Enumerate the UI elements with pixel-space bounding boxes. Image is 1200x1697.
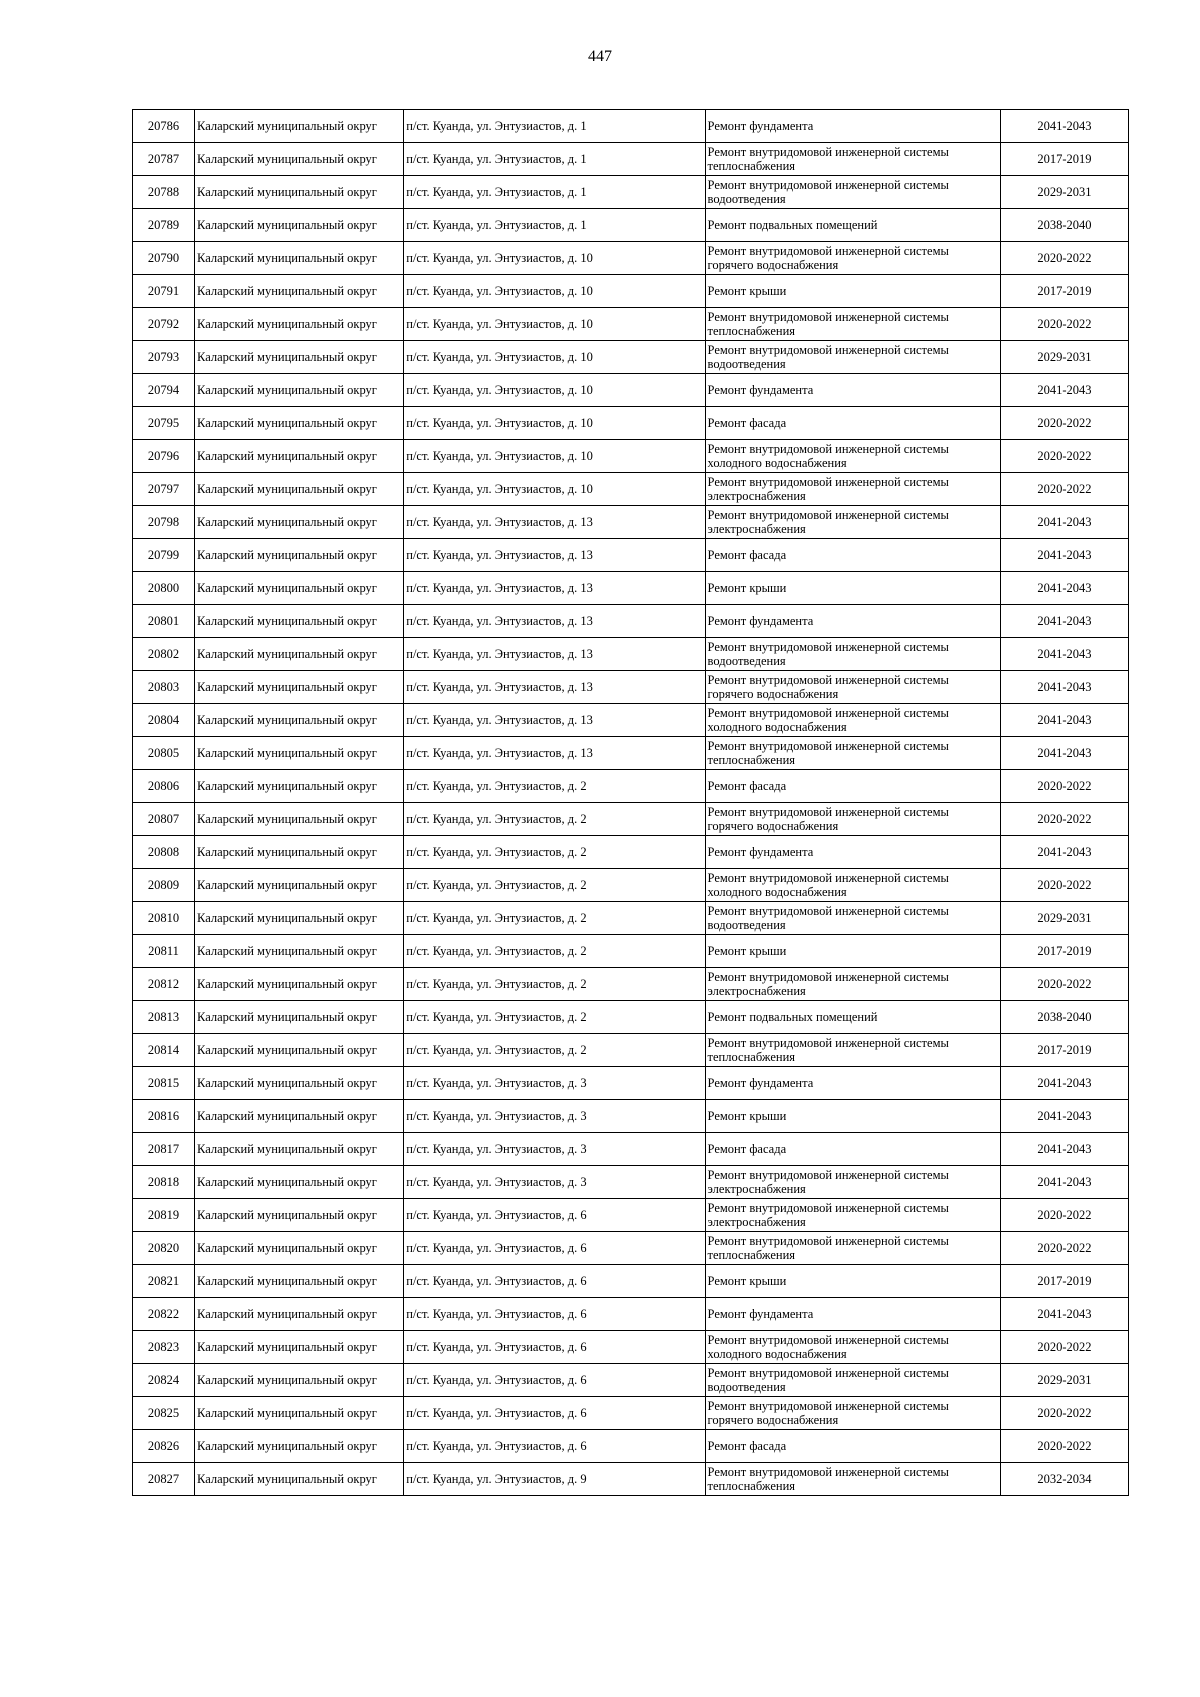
row-number-cell: 20790 [133,242,195,275]
table-row [133,902,1129,935]
municipality-cell: Каларский муниципальный округ [195,1331,404,1364]
work-type-cell: Ремонт внутридомовой инженерной системы водоотведения [705,341,1000,374]
row-number-cell: 20795 [133,407,195,440]
work-type-cell: Ремонт фундамента [705,110,1000,143]
row-number-cell: 20818 [133,1166,195,1199]
period-cell: 2041-2043 [1000,704,1128,737]
work-type-cell: Ремонт подвальных помещений [705,209,1000,242]
period-cell: 2041-2043 [1000,836,1128,869]
address-cell: п/ст. Куанда, ул. Энтузиастов, д. 13 [404,671,705,704]
table-row [133,1199,1129,1232]
municipality-cell: Каларский муниципальный округ [195,1034,404,1067]
row-number-cell: 20786 [133,110,195,143]
table-row [133,407,1129,440]
address-cell: п/ст. Куанда, ул. Энтузиастов, д. 3 [404,1100,705,1133]
municipality-cell: Каларский муниципальный округ [195,737,404,770]
work-type-cell: Ремонт внутридомовой инженерной системы электроснабжения [705,1199,1000,1232]
period-cell: 2041-2043 [1000,605,1128,638]
municipality-cell: Каларский муниципальный округ [195,1166,404,1199]
row-number-cell: 20824 [133,1364,195,1397]
period-cell: 2041-2043 [1000,506,1128,539]
address-cell: п/ст. Куанда, ул. Энтузиастов, д. 6 [404,1199,705,1232]
municipality-cell: Каларский муниципальный округ [195,770,404,803]
period-cell: 2029-2031 [1000,176,1128,209]
address-cell: п/ст. Куанда, ул. Энтузиастов, д. 1 [404,110,705,143]
row-number-cell: 20822 [133,1298,195,1331]
municipality-cell: Каларский муниципальный округ [195,605,404,638]
work-type-cell: Ремонт внутридомовой инженерной системы водоотведения [705,902,1000,935]
municipality-cell: Каларский муниципальный округ [195,440,404,473]
address-cell: п/ст. Куанда, ул. Энтузиастов, д. 13 [404,638,705,671]
work-type-cell: Ремонт внутридомовой инженерной системы теплоснабжения [705,1232,1000,1265]
row-number-cell: 20810 [133,902,195,935]
period-cell: 2041-2043 [1000,638,1128,671]
table-row [133,1364,1129,1397]
period-cell: 2032-2034 [1000,1463,1128,1496]
work-type-cell: Ремонт внутридомовой инженерной системы горячего водоснабжения [705,803,1000,836]
municipality-cell: Каларский муниципальный округ [195,176,404,209]
address-cell: п/ст. Куанда, ул. Энтузиастов, д. 6 [404,1265,705,1298]
row-number-cell: 20805 [133,737,195,770]
table-row [133,1397,1129,1430]
row-number-cell: 20814 [133,1034,195,1067]
address-cell: п/ст. Куанда, ул. Энтузиастов, д. 10 [404,242,705,275]
address-cell: п/ст. Куанда, ул. Энтузиастов, д. 10 [404,407,705,440]
address-cell: п/ст. Куанда, ул. Энтузиастов, д. 2 [404,1034,705,1067]
address-cell: п/ст. Куанда, ул. Энтузиастов, д. 13 [404,704,705,737]
period-cell: 2038-2040 [1000,1001,1128,1034]
address-cell: п/ст. Куанда, ул. Энтузиастов, д. 6 [404,1430,705,1463]
municipality-cell: Каларский муниципальный округ [195,869,404,902]
period-cell: 2020-2022 [1000,1430,1128,1463]
table-row [133,803,1129,836]
municipality-cell: Каларский муниципальный округ [195,308,404,341]
row-number-cell: 20807 [133,803,195,836]
address-cell: п/ст. Куанда, ул. Энтузиастов, д. 2 [404,902,705,935]
address-cell: п/ст. Куанда, ул. Энтузиастов, д. 3 [404,1133,705,1166]
period-cell: 2041-2043 [1000,1067,1128,1100]
municipality-cell: Каларский муниципальный округ [195,638,404,671]
work-type-cell: Ремонт внутридомовой инженерной системы электроснабжения [705,968,1000,1001]
municipality-cell: Каларский муниципальный округ [195,242,404,275]
row-number-cell: 20788 [133,176,195,209]
address-cell: п/ст. Куанда, ул. Энтузиастов, д. 2 [404,770,705,803]
table-row [133,440,1129,473]
address-cell: п/ст. Куанда, ул. Энтузиастов, д. 10 [404,374,705,407]
period-cell: 2029-2031 [1000,341,1128,374]
period-cell: 2041-2043 [1000,1100,1128,1133]
work-type-cell: Ремонт подвальных помещений [705,1001,1000,1034]
municipality-cell: Каларский муниципальный округ [195,572,404,605]
period-cell: 2017-2019 [1000,1265,1128,1298]
address-cell: п/ст. Куанда, ул. Энтузиастов, д. 13 [404,572,705,605]
address-cell: п/ст. Куанда, ул. Энтузиастов, д. 2 [404,1001,705,1034]
municipality-cell: Каларский муниципальный округ [195,1001,404,1034]
row-number-cell: 20793 [133,341,195,374]
table-row [133,143,1129,176]
municipality-cell: Каларский муниципальный округ [195,671,404,704]
table-row [133,1067,1129,1100]
address-cell: п/ст. Куанда, ул. Энтузиастов, д. 1 [404,209,705,242]
row-number-cell: 20817 [133,1133,195,1166]
table-row [133,1166,1129,1199]
period-cell: 2017-2019 [1000,1034,1128,1067]
municipality-cell: Каларский муниципальный округ [195,473,404,506]
municipality-cell: Каларский муниципальный округ [195,143,404,176]
row-number-cell: 20812 [133,968,195,1001]
table-row [133,1100,1129,1133]
address-cell: п/ст. Куанда, ул. Энтузиастов, д. 10 [404,308,705,341]
address-cell: п/ст. Куанда, ул. Энтузиастов, д. 2 [404,836,705,869]
municipality-cell: Каларский муниципальный округ [195,341,404,374]
work-type-cell: Ремонт внутридомовой инженерной системы холодного водоснабжения [705,869,1000,902]
address-cell: п/ст. Куанда, ул. Энтузиастов, д. 10 [404,341,705,374]
work-type-cell: Ремонт внутридомовой инженерной системы водоотведения [705,638,1000,671]
row-number-cell: 20816 [133,1100,195,1133]
table-row [133,1265,1129,1298]
row-number-cell: 20794 [133,374,195,407]
table-row [133,1298,1129,1331]
row-number-cell: 20796 [133,440,195,473]
municipality-cell: Каларский муниципальный округ [195,1067,404,1100]
period-cell: 2020-2022 [1000,473,1128,506]
address-cell: п/ст. Куанда, ул. Энтузиастов, д. 3 [404,1067,705,1100]
row-number-cell: 20801 [133,605,195,638]
municipality-cell: Каларский муниципальный округ [195,1430,404,1463]
table-row [133,341,1129,374]
work-type-cell: Ремонт фасада [705,1430,1000,1463]
table-row [133,374,1129,407]
row-number-cell: 20811 [133,935,195,968]
work-type-cell: Ремонт крыши [705,1100,1000,1133]
row-number-cell: 20825 [133,1397,195,1430]
table-row [133,572,1129,605]
work-type-cell: Ремонт фасада [705,1133,1000,1166]
table-row [133,770,1129,803]
work-type-cell: Ремонт внутридомовой инженерной системы теплоснабжения [705,308,1000,341]
address-cell: п/ст. Куанда, ул. Энтузиастов, д. 3 [404,1166,705,1199]
period-cell: 2041-2043 [1000,1166,1128,1199]
period-cell: 2041-2043 [1000,539,1128,572]
period-cell: 2041-2043 [1000,110,1128,143]
work-type-cell: Ремонт фундамента [705,836,1000,869]
table-row [133,869,1129,902]
address-cell: п/ст. Куанда, ул. Энтузиастов, д. 2 [404,869,705,902]
row-number-cell: 20806 [133,770,195,803]
work-type-cell: Ремонт внутридомовой инженерной системы электроснабжения [705,1166,1000,1199]
municipality-cell: Каларский муниципальный округ [195,1265,404,1298]
row-number-cell: 20815 [133,1067,195,1100]
work-type-cell: Ремонт фундамента [705,1067,1000,1100]
row-number-cell: 20798 [133,506,195,539]
table-row [133,1034,1129,1067]
municipality-cell: Каларский муниципальный округ [195,704,404,737]
period-cell: 2020-2022 [1000,440,1128,473]
table-row [133,242,1129,275]
table-row [133,473,1129,506]
address-cell: п/ст. Куанда, ул. Энтузиастов, д. 1 [404,176,705,209]
municipality-cell: Каларский муниципальный округ [195,836,404,869]
address-cell: п/ст. Куанда, ул. Энтузиастов, д. 13 [404,506,705,539]
table-row [133,1001,1129,1034]
address-cell: п/ст. Куанда, ул. Энтузиастов, д. 1 [404,143,705,176]
table-row [133,1430,1129,1463]
table-body [133,110,1129,1496]
address-cell: п/ст. Куанда, ул. Энтузиастов, д. 2 [404,968,705,1001]
row-number-cell: 20804 [133,704,195,737]
municipality-cell: Каларский муниципальный округ [195,1133,404,1166]
period-cell: 2029-2031 [1000,902,1128,935]
row-number-cell: 20821 [133,1265,195,1298]
municipality-cell: Каларский муниципальный округ [195,1364,404,1397]
row-number-cell: 20803 [133,671,195,704]
work-type-cell: Ремонт фасада [705,539,1000,572]
municipality-cell: Каларский муниципальный округ [195,1298,404,1331]
row-number-cell: 20802 [133,638,195,671]
row-number-cell: 20809 [133,869,195,902]
row-number-cell: 20789 [133,209,195,242]
address-cell: п/ст. Куанда, ул. Энтузиастов, д. 6 [404,1397,705,1430]
work-type-cell: Ремонт внутридомовой инженерной системы холодного водоснабжения [705,704,1000,737]
period-cell: 2020-2022 [1000,242,1128,275]
period-cell: 2041-2043 [1000,374,1128,407]
work-type-cell: Ремонт внутридомовой инженерной системы водоотведения [705,176,1000,209]
work-type-cell: Ремонт фасада [705,407,1000,440]
municipality-cell: Каларский муниципальный округ [195,275,404,308]
row-number-cell: 20799 [133,539,195,572]
work-type-cell: Ремонт внутридомовой инженерной системы горячего водоснабжения [705,1397,1000,1430]
row-number-cell: 20819 [133,1199,195,1232]
table-row [133,605,1129,638]
period-cell: 2041-2043 [1000,572,1128,605]
table-row [133,110,1129,143]
municipality-cell: Каларский муниципальный округ [195,902,404,935]
period-cell: 2029-2031 [1000,1364,1128,1397]
table-row [133,539,1129,572]
period-cell: 2020-2022 [1000,1232,1128,1265]
row-number-cell: 20813 [133,1001,195,1034]
table-row [133,737,1129,770]
address-cell: п/ст. Куанда, ул. Энтузиастов, д. 6 [404,1331,705,1364]
period-cell: 2020-2022 [1000,308,1128,341]
period-cell: 2017-2019 [1000,275,1128,308]
row-number-cell: 20823 [133,1331,195,1364]
address-cell: п/ст. Куанда, ул. Энтузиастов, д. 6 [404,1364,705,1397]
table-row [133,935,1129,968]
period-cell: 2020-2022 [1000,803,1128,836]
table-row [133,836,1129,869]
work-type-cell: Ремонт внутридомовой инженерной системы электроснабжения [705,506,1000,539]
municipality-cell: Каларский муниципальный округ [195,1463,404,1496]
work-type-cell: Ремонт внутридомовой инженерной системы горячего водоснабжения [705,671,1000,704]
table-row [133,1463,1129,1496]
address-cell: п/ст. Куанда, ул. Энтузиастов, д. 9 [404,1463,705,1496]
address-cell: п/ст. Куанда, ул. Энтузиастов, д. 6 [404,1232,705,1265]
period-cell: 2020-2022 [1000,869,1128,902]
row-number-cell: 20792 [133,308,195,341]
municipality-cell: Каларский муниципальный округ [195,209,404,242]
period-cell: 2020-2022 [1000,407,1128,440]
work-type-cell: Ремонт внутридомовой инженерной системы теплоснабжения [705,1034,1000,1067]
work-type-cell: Ремонт крыши [705,935,1000,968]
period-cell: 2017-2019 [1000,143,1128,176]
address-cell: п/ст. Куанда, ул. Энтузиастов, д. 13 [404,737,705,770]
work-type-cell: Ремонт крыши [705,1265,1000,1298]
period-cell: 2038-2040 [1000,209,1128,242]
table-row [133,506,1129,539]
period-cell: 2020-2022 [1000,770,1128,803]
work-type-cell: Ремонт крыши [705,275,1000,308]
municipality-cell: Каларский муниципальный округ [195,1100,404,1133]
row-number-cell: 20820 [133,1232,195,1265]
period-cell: 2020-2022 [1000,1199,1128,1232]
row-number-cell: 20808 [133,836,195,869]
work-type-cell: Ремонт внутридомовой инженерной системы электроснабжения [705,473,1000,506]
municipality-cell: Каларский муниципальный округ [195,1232,404,1265]
work-type-cell: Ремонт фасада [705,770,1000,803]
row-number-cell: 20800 [133,572,195,605]
table-row [133,209,1129,242]
period-cell: 2020-2022 [1000,1397,1128,1430]
row-number-cell: 20787 [133,143,195,176]
address-cell: п/ст. Куанда, ул. Энтузиастов, д. 10 [404,440,705,473]
municipality-cell: Каларский муниципальный округ [195,110,404,143]
work-type-cell: Ремонт крыши [705,572,1000,605]
period-cell: 2017-2019 [1000,935,1128,968]
address-cell: п/ст. Куанда, ул. Энтузиастов, д. 13 [404,605,705,638]
table-row [133,638,1129,671]
period-cell: 2041-2043 [1000,737,1128,770]
work-type-cell: Ремонт внутридомовой инженерной системы теплоснабжения [705,1463,1000,1496]
municipality-cell: Каларский муниципальный округ [195,1199,404,1232]
work-type-cell: Ремонт внутридомовой инженерной системы теплоснабжения [705,737,1000,770]
address-cell: п/ст. Куанда, ул. Энтузиастов, д. 2 [404,935,705,968]
period-cell: 2041-2043 [1000,1298,1128,1331]
table-row [133,671,1129,704]
period-cell: 2020-2022 [1000,1331,1128,1364]
repair-schedule-table [132,109,1129,1496]
table-row [133,968,1129,1001]
address-cell: п/ст. Куанда, ул. Энтузиастов, д. 10 [404,275,705,308]
work-type-cell: Ремонт внутридомовой инженерной системы горячего водоснабжения [705,242,1000,275]
address-cell: п/ст. Куанда, ул. Энтузиастов, д. 13 [404,539,705,572]
municipality-cell: Каларский муниципальный округ [195,407,404,440]
work-type-cell: Ремонт внутридомовой инженерной системы теплоснабжения [705,143,1000,176]
period-cell: 2020-2022 [1000,968,1128,1001]
work-type-cell: Ремонт фундамента [705,1298,1000,1331]
municipality-cell: Каларский муниципальный округ [195,374,404,407]
row-number-cell: 20826 [133,1430,195,1463]
table-row [133,275,1129,308]
work-type-cell: Ремонт внутридомовой инженерной системы водоотведения [705,1364,1000,1397]
table-row [133,308,1129,341]
table-row [133,1133,1129,1166]
table-row [133,1232,1129,1265]
address-cell: п/ст. Куанда, ул. Энтузиастов, д. 2 [404,803,705,836]
table-row [133,1331,1129,1364]
municipality-cell: Каларский муниципальный округ [195,1397,404,1430]
municipality-cell: Каларский муниципальный округ [195,803,404,836]
municipality-cell: Каларский муниципальный округ [195,968,404,1001]
row-number-cell: 20827 [133,1463,195,1496]
period-cell: 2041-2043 [1000,1133,1128,1166]
table-row [133,176,1129,209]
table-row [133,704,1129,737]
row-number-cell: 20797 [133,473,195,506]
address-cell: п/ст. Куанда, ул. Энтузиастов, д. 6 [404,1298,705,1331]
work-type-cell: Ремонт фундамента [705,374,1000,407]
municipality-cell: Каларский муниципальный округ [195,539,404,572]
period-cell: 2041-2043 [1000,671,1128,704]
work-type-cell: Ремонт внутридомовой инженерной системы холодного водоснабжения [705,440,1000,473]
municipality-cell: Каларский муниципальный округ [195,935,404,968]
row-number-cell: 20791 [133,275,195,308]
page-number: 447 [588,48,612,65]
work-type-cell: Ремонт внутридомовой инженерной системы холодного водоснабжения [705,1331,1000,1364]
municipality-cell: Каларский муниципальный округ [195,506,404,539]
address-cell: п/ст. Куанда, ул. Энтузиастов, д. 10 [404,473,705,506]
work-type-cell: Ремонт фундамента [705,605,1000,638]
